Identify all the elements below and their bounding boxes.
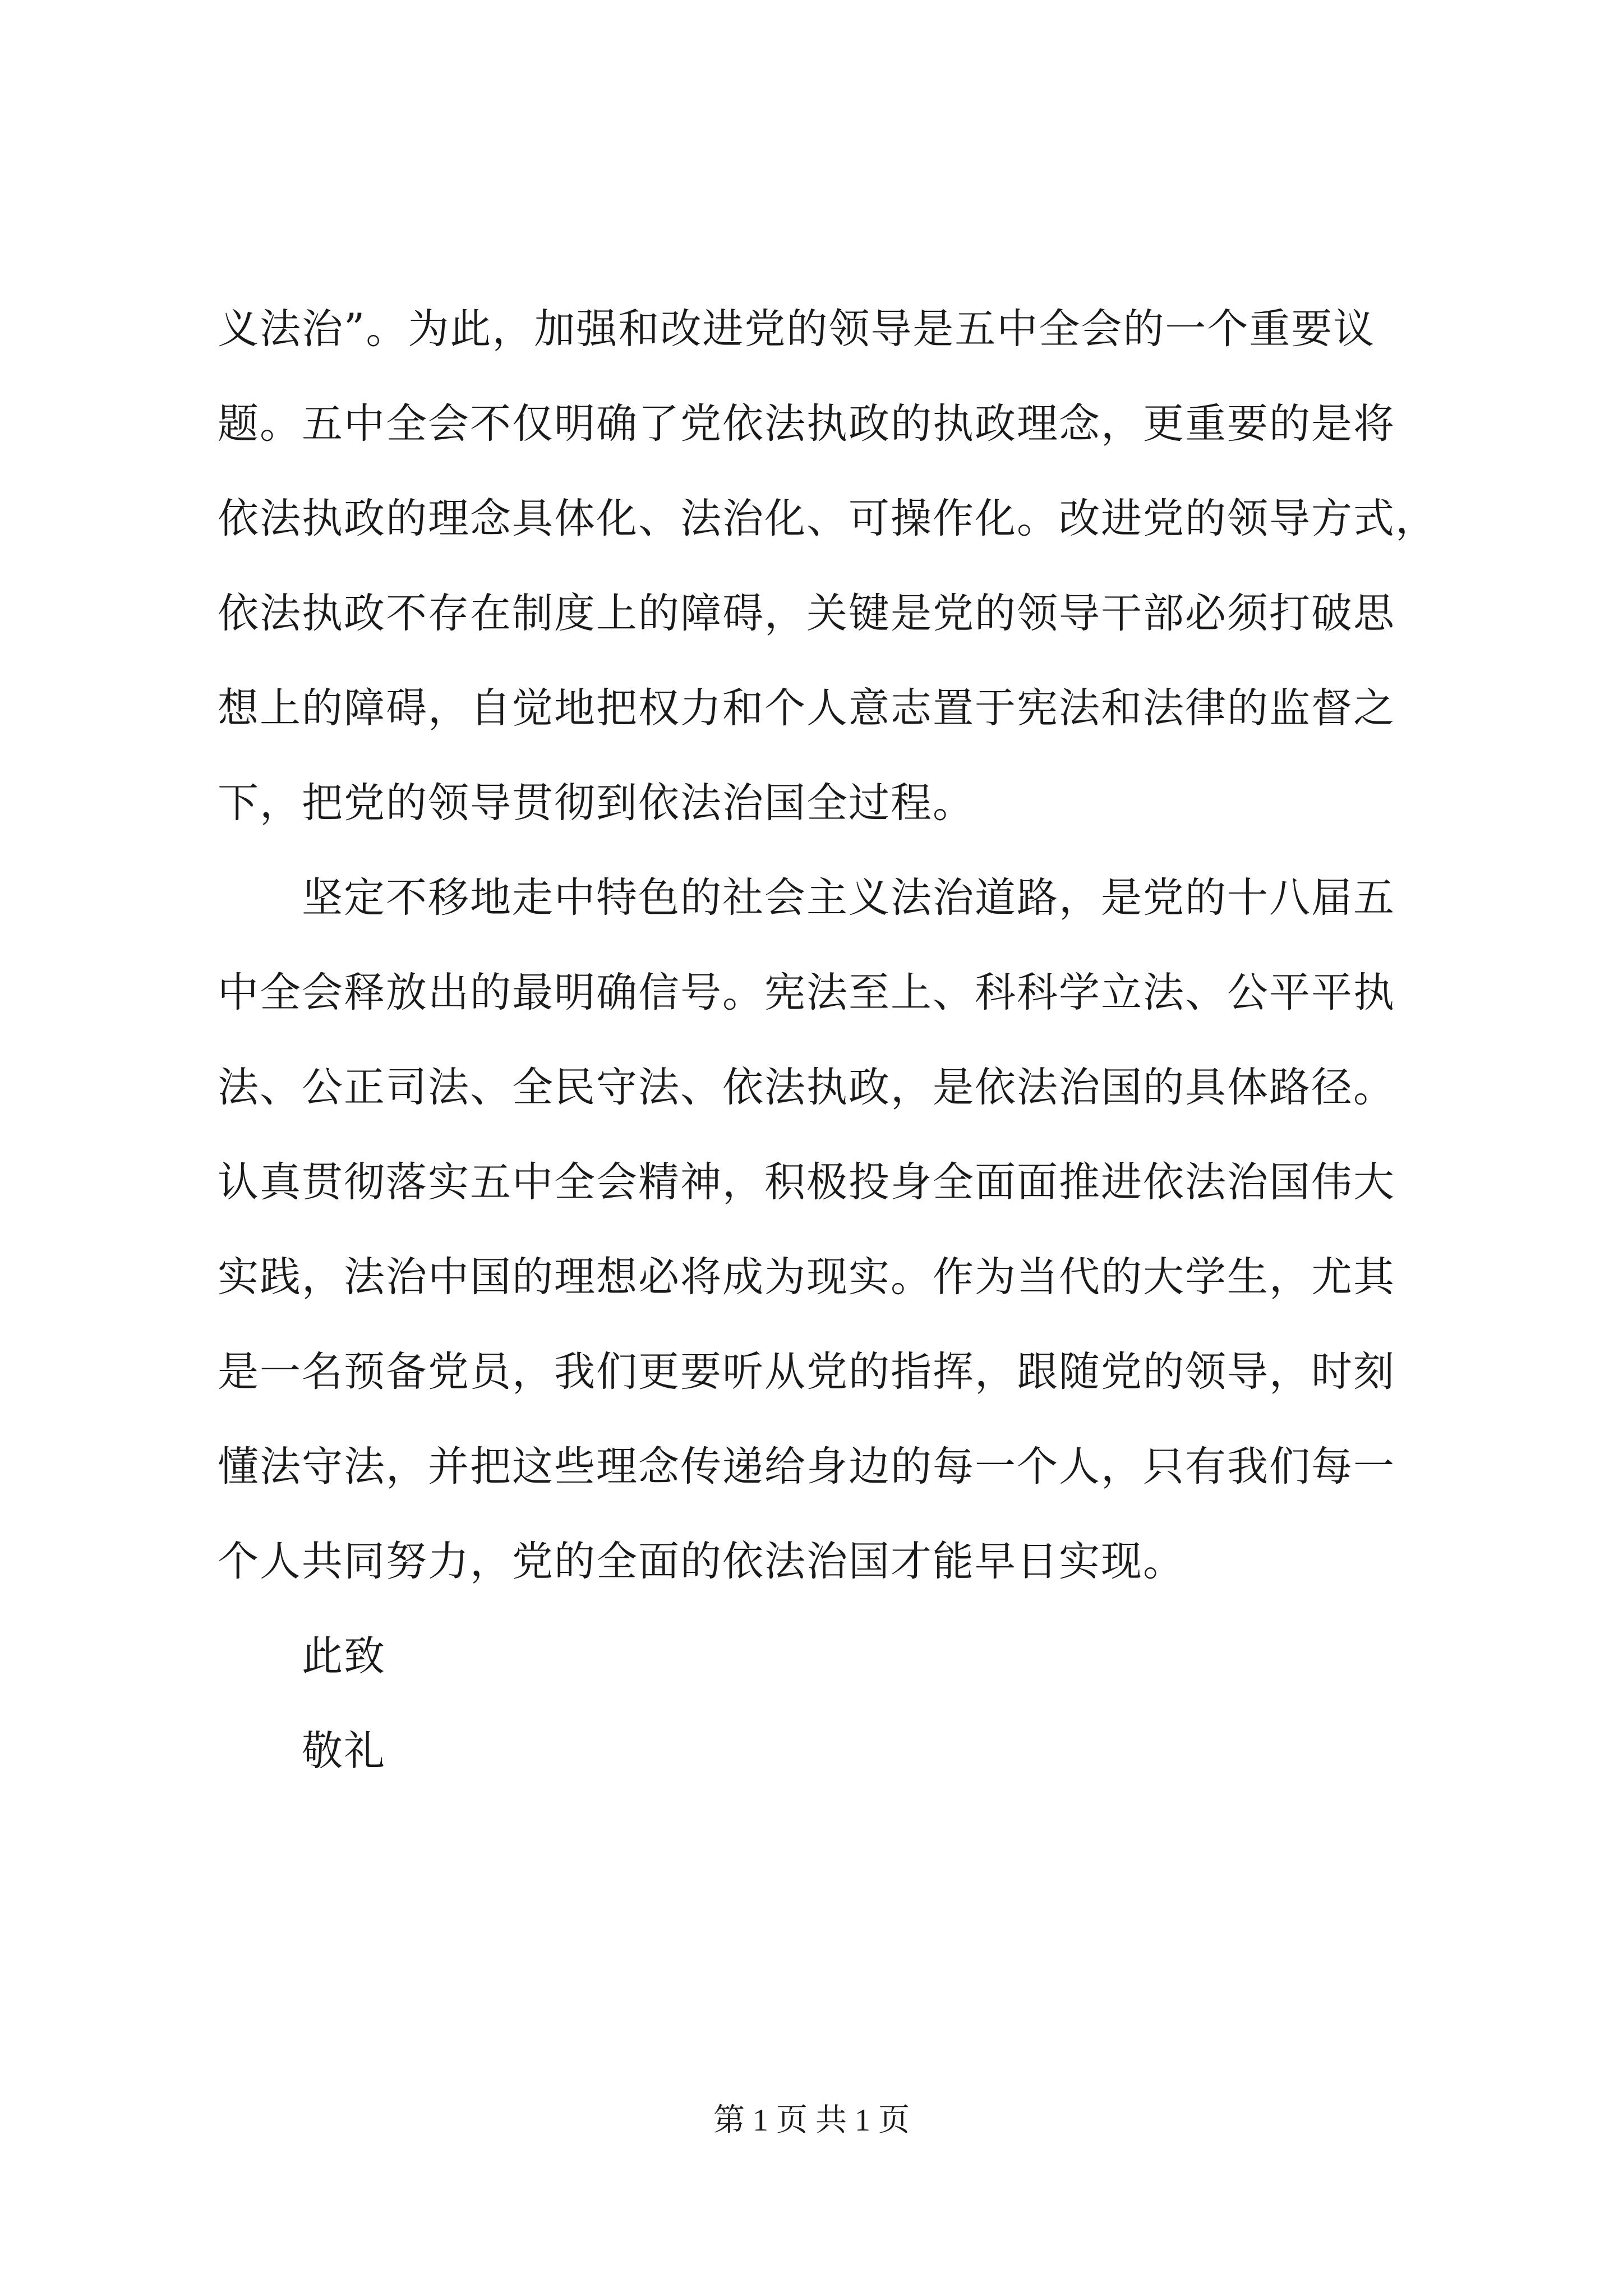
text-line: 义法治”。为此，加强和改进党的领导是五中全会的一个重要议 (218, 305, 1376, 353)
page-footer (0, 2101, 1623, 2140)
page-number: 第 1 页 共 1 页 (713, 2103, 910, 2138)
text-line: 认真贯彻落实五中全会精神，积极投身全面面推进依法治国伟大 (218, 1158, 1395, 1206)
text-line: 下，把党的领导贯彻到依法治国全过程。 (218, 779, 975, 827)
paragraph-first-line: 坚定不移地走中特色的社会主义法治道路，是党的十八届五 (302, 874, 1395, 922)
text-line: 依法执政不存在制度上的障碍，关键是党的领导干部必须打破思 (218, 590, 1395, 637)
closing-regards: 敬礼 (302, 1727, 386, 1775)
closing-salutation: 此致 (302, 1632, 386, 1680)
text-line: 中全会释放出的最明确信号。宪法至上、科科学立法、公平平执 (218, 969, 1395, 1016)
text-line: 懂法守法，并把这些理念传递给身边的每一个人，只有我们每一 (218, 1443, 1395, 1490)
text-line: 法、公正司法、全民守法、依法执政，是依法治国的具体路径。 (218, 1064, 1395, 1111)
text-line: 题。五中全会不仅明确了党依法执政的执政理念，更重要的是将 (218, 400, 1395, 448)
text-line: 是一名预备党员，我们更要听从党的指挥，跟随党的领导，时刻 (218, 1348, 1395, 1396)
text-line: 想上的障碍，自觉地把权力和个人意志置于宪法和法律的监督之 (218, 684, 1395, 732)
text-line: 个人共同努力，党的全面的依法治国才能早日实现。 (218, 1538, 1185, 1585)
text-line: 实践，法治中国的理想必将成为现实。作为当代的大学生，尤其 (218, 1253, 1395, 1301)
document-body (218, 282, 1437, 1798)
text-line: 依法执政的理念具体化、法治化、可操作化。改进党的领导方式， (218, 495, 1437, 542)
